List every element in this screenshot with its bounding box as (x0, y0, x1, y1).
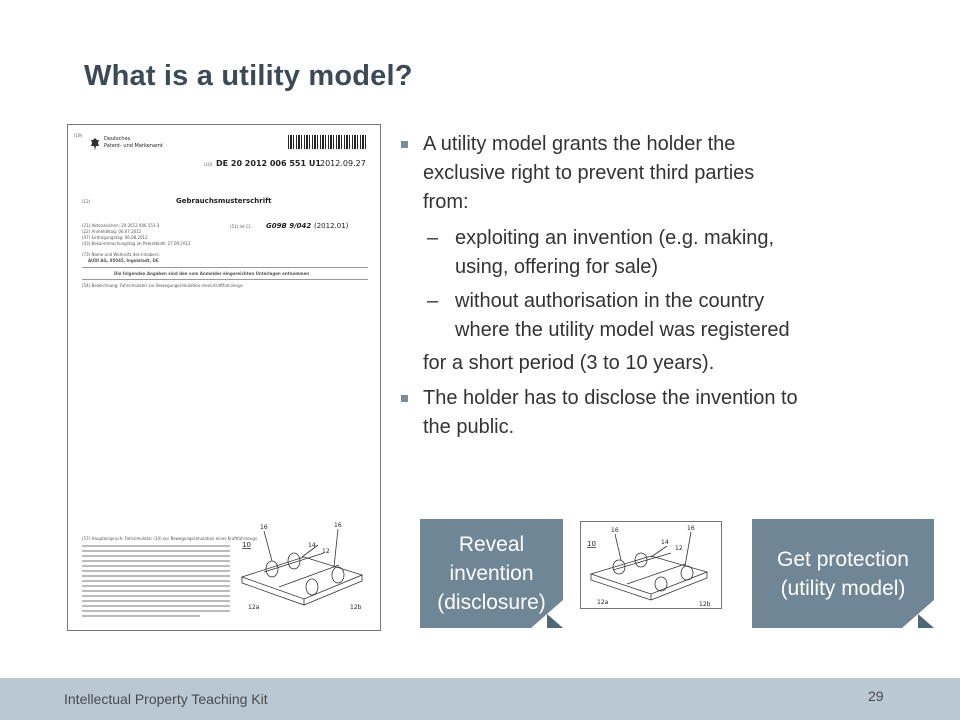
bullet-1 (423, 130, 754, 217)
patent-field-21: (21) Aktenzeichen: 20 2012 006 551.3 (82, 223, 160, 228)
slide-title: What is a utility model? (84, 60, 413, 92)
patent-num-19: (19) (74, 133, 83, 138)
sketch-label-16a: 16 (611, 527, 619, 534)
patent-doc-date: 2012.09.27 (320, 159, 366, 168)
sketch-label-12: 12 (675, 545, 683, 552)
patent-divider (82, 279, 368, 280)
reveal-invention-box (420, 519, 563, 628)
patent-ipc-class: G09B 9/042 (266, 222, 312, 230)
patent-num-10: (10) (204, 162, 213, 167)
patent-field-51: (51) Int Cl.: (230, 224, 253, 229)
bullet-square-icon (401, 395, 408, 402)
bullet-1-line-3: from: (423, 191, 469, 213)
sketch-label-10: 10 (587, 540, 596, 548)
patent-ipc-year: (2012.01) (314, 222, 349, 230)
reveal-line-1: Reveal (458, 533, 525, 556)
sub-bullet-2-dash: – (427, 290, 439, 312)
drawing-label-12a: 12a (248, 604, 260, 611)
barcode (288, 135, 368, 149)
sketch-label-14: 14 (661, 539, 669, 546)
reveal-line-3: (disclosure) (437, 591, 546, 614)
patent-holder: AUDI AG, 85045, Ingolstadt, DE (88, 258, 159, 263)
drawing-label-12: 12 (322, 548, 330, 555)
drawing-label-12b: 12b (350, 604, 362, 611)
patent-office-line1: Deutsches (104, 136, 131, 142)
sub-bullet-1 (455, 224, 774, 282)
protect-line-2: (utility model) (780, 576, 906, 600)
reveal-line-2: invention (449, 562, 534, 585)
drawing-label-10: 10 (242, 541, 251, 549)
patent-notice: Die folgenden Angaben sind den vom Anmelder eingereichten Unterlagen entnommen (114, 271, 310, 276)
sub-bullet-2 (455, 287, 790, 345)
bullet-2-line-2: the public. (423, 416, 515, 438)
patent-field-54: (54) Bezeichnung: Fahrsimulator zur Bewegungssimulation eines Kraftfahrzeugs (82, 283, 243, 288)
sub-bullet-1-line-1: exploiting an invention (e.g. making, (455, 227, 775, 249)
drawing-label-14: 14 (308, 542, 316, 549)
patent-field-43: (43) Bekanntmachungstag im Patentblatt: 27.09.2012 (82, 241, 191, 246)
sketch-label-12b: 12b (699, 601, 711, 608)
patent-doc-number: DE 20 2012 006 551 U1 (216, 159, 321, 168)
patent-claim-text (82, 545, 230, 620)
patent-divider (82, 267, 368, 268)
bullet-1-line-1: A utility model grants the holder the (423, 133, 736, 155)
patent-document-image (67, 124, 381, 631)
eagle-icon (90, 137, 100, 151)
protect-line-1: Get protection (777, 547, 909, 571)
bullet-2 (423, 384, 798, 442)
sub-bullet-2-line-1: without authorisation in the country (455, 290, 765, 312)
folded-corner-shadow (547, 614, 563, 628)
patent-field-73: (73) Name und Wohnsitz des Inhabers: (82, 252, 160, 257)
patent-doc-type: Gebrauchsmusterschrift (176, 197, 272, 205)
invention-drawing (581, 522, 721, 608)
get-protection-box (752, 519, 934, 628)
patent-office-line2: Patent- und Markenamt (104, 143, 163, 149)
patent-field-47: (47) Eintragungstag: 06.08.2012 (82, 235, 148, 240)
bullet-1-line-2: exclusive right to prevent third parties (423, 162, 755, 184)
bullet-square-icon (401, 141, 408, 148)
patent-drawing (234, 517, 374, 613)
sub-bullet-1-line-2: using, offering for sale) (455, 256, 659, 278)
sketch-label-16b: 16 (687, 525, 695, 532)
patent-field-57: (57) Hauptanspruch: Fahrsimulator (10) zur Bewegungssimulation eines Kraftfahrzeugs (82, 536, 258, 541)
bullet-1-tail: for a short period (3 to 10 years). (423, 352, 715, 374)
footer-bar (0, 678, 960, 720)
folded-corner-shadow (918, 614, 934, 628)
sub-bullet-1-dash: – (427, 227, 439, 249)
sketch-label-12a: 12a (597, 599, 609, 606)
patent-num-12: (12) (82, 199, 91, 204)
bullet-2-line-1: The holder has to disclose the invention to (423, 387, 798, 409)
drawing-label-16a: 16 (260, 524, 268, 531)
invention-sketch (580, 521, 722, 609)
drawing-label-16b: 16 (334, 522, 342, 529)
sub-bullet-2-line-2: where the utility model was registered (455, 319, 790, 341)
patent-field-22: (22) Anmeldetag: 06.07.2012 (82, 229, 142, 234)
page-number: 29 (868, 688, 884, 704)
footer-text: Intellectual Property Teaching Kit (64, 691, 268, 707)
